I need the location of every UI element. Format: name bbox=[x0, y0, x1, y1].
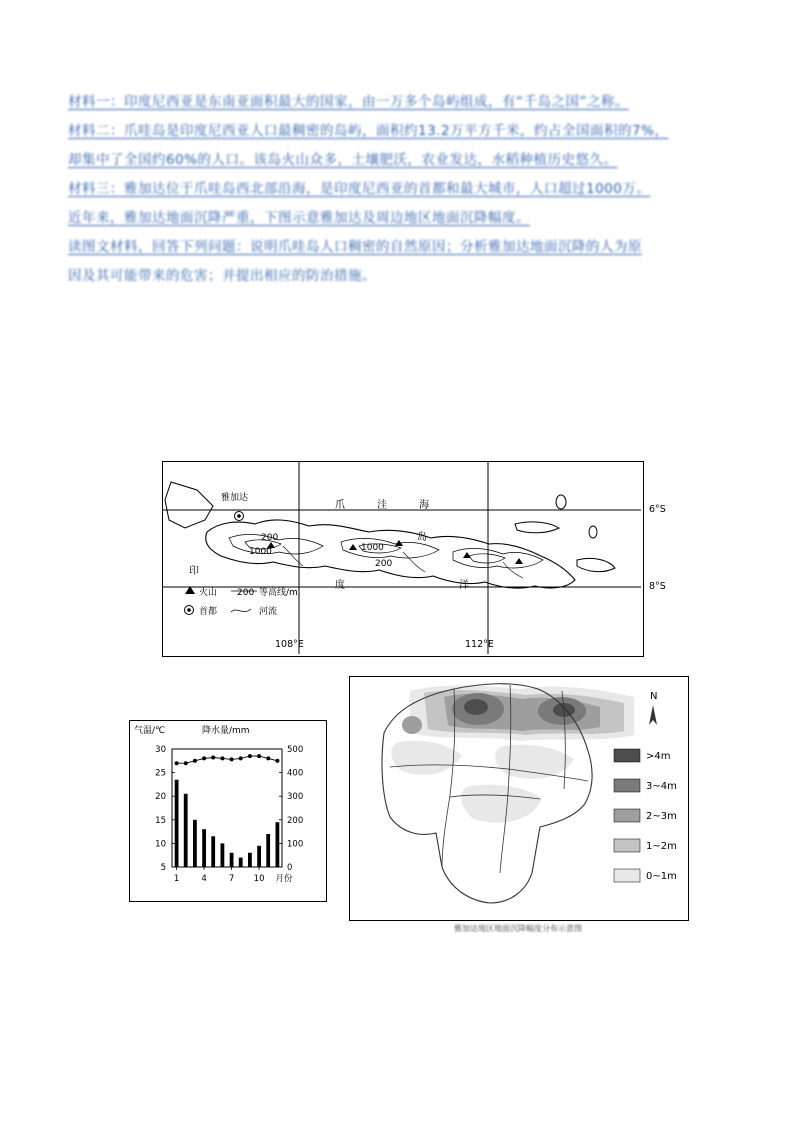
y-tick-left: 25 bbox=[155, 768, 166, 779]
small-island bbox=[589, 526, 597, 538]
label-jakarta: 雅加达 bbox=[221, 493, 249, 503]
climograph bbox=[129, 720, 327, 902]
label-island-char-1: 爪 bbox=[335, 500, 345, 511]
precip-bar bbox=[221, 843, 225, 867]
label-sea-left-1: 印 bbox=[189, 566, 199, 577]
paragraph-line: 材料三：雅加达位于爪哇岛西北部沿海，是印度尼西亚的首都和最大城市，人口超过1000万。 bbox=[68, 181, 651, 197]
x-tick-label: 1 bbox=[173, 874, 180, 884]
zone-patch bbox=[461, 785, 542, 823]
label-island-char-3: 海 bbox=[419, 500, 429, 511]
paragraph-line: 近年来，雅加达地面沉降严重，下图示意雅加达及周边地区地面沉降幅度。 bbox=[68, 210, 530, 226]
legend-river-icon bbox=[231, 609, 251, 612]
x-axis-label: 月份 bbox=[275, 874, 293, 884]
legend-contour-value: 200 bbox=[237, 588, 255, 598]
y-axis-left-label: 气温/℃ bbox=[134, 726, 166, 736]
y-tick-right: 100 bbox=[287, 839, 304, 850]
precip-bar bbox=[239, 858, 243, 867]
label-island-char-2: 洼 bbox=[377, 500, 387, 511]
y-tick-right: 300 bbox=[287, 792, 304, 803]
volcano-symbol bbox=[515, 558, 523, 564]
north-arrow-icon bbox=[649, 705, 657, 725]
bali-island bbox=[577, 558, 615, 571]
y-tick-right: 400 bbox=[287, 768, 304, 779]
temperature-point bbox=[175, 761, 179, 765]
small-island bbox=[515, 522, 559, 533]
paragraph-line: 材料一：印度尼西亚是东南亚面积最大的国家，由一万多个岛屿组成，有“千岛之国”之称。 bbox=[68, 94, 629, 110]
subsidence-map bbox=[349, 676, 689, 921]
subsidence-caption: 雅加达地区地面沉降幅度分布示意图 bbox=[454, 924, 582, 933]
lon-label-112e: 112°E bbox=[465, 639, 494, 650]
contour-line bbox=[469, 554, 505, 563]
zone-over-4m bbox=[464, 699, 488, 715]
legend-river-label: 河流 bbox=[259, 607, 278, 617]
lat-label-8s: 8°S bbox=[649, 581, 666, 592]
x-tick-label: 7 bbox=[228, 874, 235, 884]
paragraph-line: 却集中了全国约60%的人口。该岛火山众多，土壤肥沃，农业发达，水稻种植历史悠久。 bbox=[68, 152, 618, 168]
contour-label-1000b: 1000 bbox=[361, 543, 384, 553]
temperature-point bbox=[257, 754, 261, 758]
legend-swatch bbox=[614, 839, 640, 852]
temperature-point bbox=[211, 756, 215, 760]
zone-patch bbox=[391, 741, 462, 775]
legend-capital-label: 首都 bbox=[199, 607, 218, 617]
legend-label: 1~2m bbox=[646, 841, 677, 852]
temperature-point bbox=[193, 759, 197, 763]
capital-symbol-dot bbox=[237, 514, 241, 518]
java-map-svg bbox=[163, 462, 641, 654]
zone-patch bbox=[495, 745, 574, 779]
x-tick-label: 4 bbox=[201, 874, 207, 884]
precip-bar bbox=[193, 820, 197, 867]
river-line bbox=[503, 562, 523, 578]
legend-swatch bbox=[614, 809, 640, 822]
temperature-point bbox=[220, 756, 224, 760]
temperature-point bbox=[202, 756, 206, 760]
temperature-point bbox=[248, 754, 252, 758]
temperature-point bbox=[230, 757, 234, 761]
small-island bbox=[556, 495, 566, 509]
y-tick-left: 10 bbox=[155, 839, 166, 850]
contour-label-200a: 200 bbox=[261, 533, 279, 543]
y-tick-right: 500 bbox=[287, 745, 304, 755]
label-sea-left-2: 度 bbox=[335, 580, 345, 591]
north-arrow-label: N bbox=[650, 691, 658, 702]
temperature-point bbox=[184, 761, 188, 765]
precip-bar bbox=[276, 822, 280, 867]
temperature-line bbox=[177, 756, 278, 763]
paragraph-line: 因及其可能带来的危害；并提出相应的防治措施。 bbox=[68, 268, 376, 284]
precip-bar bbox=[257, 846, 261, 867]
precip-bar bbox=[175, 780, 179, 867]
contour-label-1000a: 1000 bbox=[249, 547, 272, 557]
intro-paragraph bbox=[68, 92, 732, 295]
y-tick-right: 0 bbox=[287, 863, 293, 873]
legend-label: 3~4m bbox=[646, 781, 677, 792]
precip-bar bbox=[248, 853, 252, 867]
label-island-char-4: 岛 bbox=[417, 532, 427, 543]
y-tick-right: 200 bbox=[287, 815, 304, 826]
volcano-symbol bbox=[349, 544, 357, 550]
x-tick-label: 10 bbox=[253, 874, 265, 884]
java-island-map bbox=[162, 461, 666, 657]
zone-patch bbox=[402, 716, 422, 734]
temperature-point bbox=[266, 756, 270, 760]
legend-swatch bbox=[614, 749, 640, 762]
river-line bbox=[283, 546, 303, 566]
legend-volcano-label: 火山 bbox=[199, 588, 218, 598]
y-axis-right-label: 降水量/mm bbox=[202, 726, 250, 736]
y-tick-left: 30 bbox=[155, 745, 166, 755]
paragraph-line: 读图文材料，回答下列问题：说明爪哇岛人口稠密的自然原因；分析雅加达地面沉降的人为原 bbox=[68, 239, 642, 255]
precip-bar bbox=[202, 829, 206, 867]
volcano-symbol bbox=[463, 552, 471, 558]
y-tick-left: 15 bbox=[155, 815, 166, 826]
legend-label: >4m bbox=[646, 751, 671, 762]
legend-swatch bbox=[614, 869, 640, 882]
lat-label-6s: 6°S bbox=[649, 504, 666, 515]
precip-bar bbox=[266, 834, 270, 867]
legend-contour-label: 等高线/m bbox=[259, 588, 298, 598]
legend-label: 0~1m bbox=[646, 871, 677, 882]
lon-label-108e: 108°E bbox=[275, 639, 304, 650]
precip-bar bbox=[230, 853, 234, 867]
legend-swatch bbox=[614, 779, 640, 792]
paragraph-line: 材料二：爪哇岛是印度尼西亚人口最稠密的岛屿，面积约13.2万平方千米，约占全国面积的7%， bbox=[68, 123, 669, 139]
climograph-svg bbox=[130, 721, 324, 899]
plot-frame bbox=[172, 749, 282, 867]
sumatra-outline bbox=[165, 482, 213, 528]
precip-bar bbox=[184, 794, 188, 867]
precip-bar bbox=[211, 836, 215, 867]
temperature-point bbox=[275, 759, 279, 763]
legend-capital-dot bbox=[187, 608, 191, 612]
label-sea-right: 洋 bbox=[459, 580, 469, 591]
temperature-point bbox=[239, 756, 243, 760]
river-line bbox=[403, 552, 425, 572]
contour-label-200b: 200 bbox=[375, 559, 393, 569]
legend-label: 2~3m bbox=[646, 811, 677, 822]
subsidence-svg bbox=[350, 677, 686, 918]
y-tick-left: 5 bbox=[160, 863, 166, 873]
y-tick-left: 20 bbox=[155, 792, 166, 803]
